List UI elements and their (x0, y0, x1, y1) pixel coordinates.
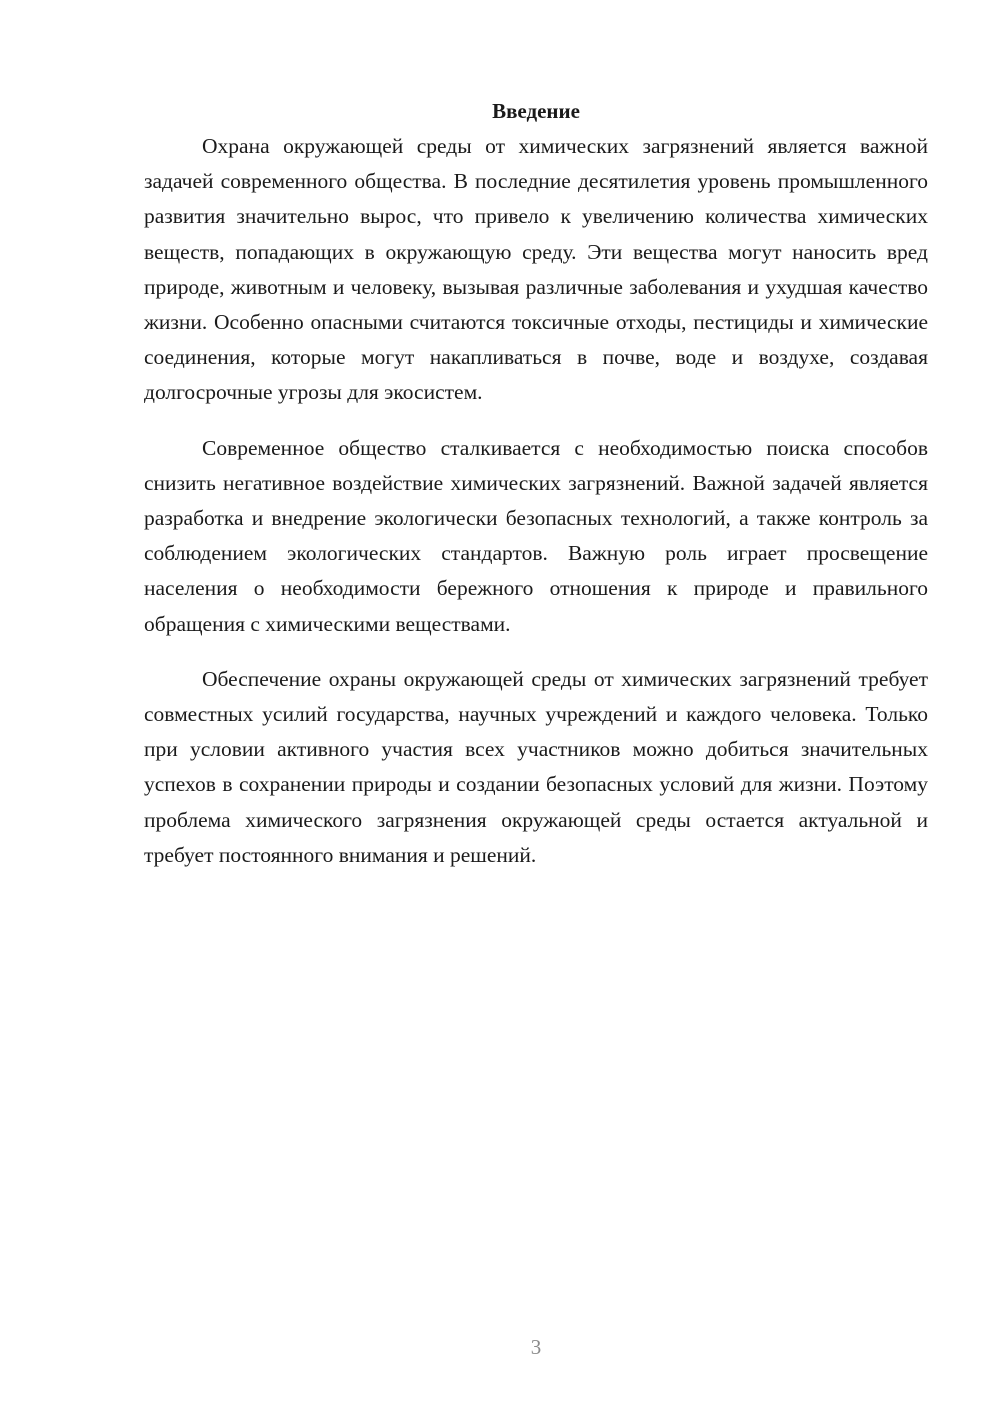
paragraph-3: Обеспечение охраны окружающей среды от химических загрязнений требует совместных усилий государства, научных учреждений и каждого человека. Только при условии активного участия всех участников можно добиться значительных успехов в сохранении природы и создании безопасных условий для жизни. Поэтому проблема химического загрязнения окружающей среды остается актуальной и требует постоянного внимания и решений. (144, 666, 928, 867)
paragraph-2: Современное общество сталкивается с необходимостью поиска способов снизить негативное воздействие химических загрязнений. Важной задачей является разработка и внедрение экологически безопасных технологий, а также контроль за соблюдением экологических стандартов. Важную роль играет просвещение населения о необходимости бережного отношения к природе и правильного обращения с химическими веществами. (144, 435, 928, 636)
page-number: 3 (530, 1335, 542, 1359)
page-content (144, 94, 928, 873)
section-heading: Введение (492, 99, 580, 123)
paragraph-1: Охрана окружающей среды от химических загрязнений является важной задачей современного общества. В последние десятилетия уровень промышленного развития значительно вырос, что привело к увеличению количества химических веществ, попадающих в окружающую среду. Эти вещества могут наносить вред природе, животным и человеку, вызывая различные заболевания и ухудшая качество жизни. Особенно опасными считаются токсичные отходы, пестициды и химические соединения, которые могут накапливаться в почве, воде и воздухе, создавая долгосрочные угрозы для экосистем. (144, 134, 928, 405)
